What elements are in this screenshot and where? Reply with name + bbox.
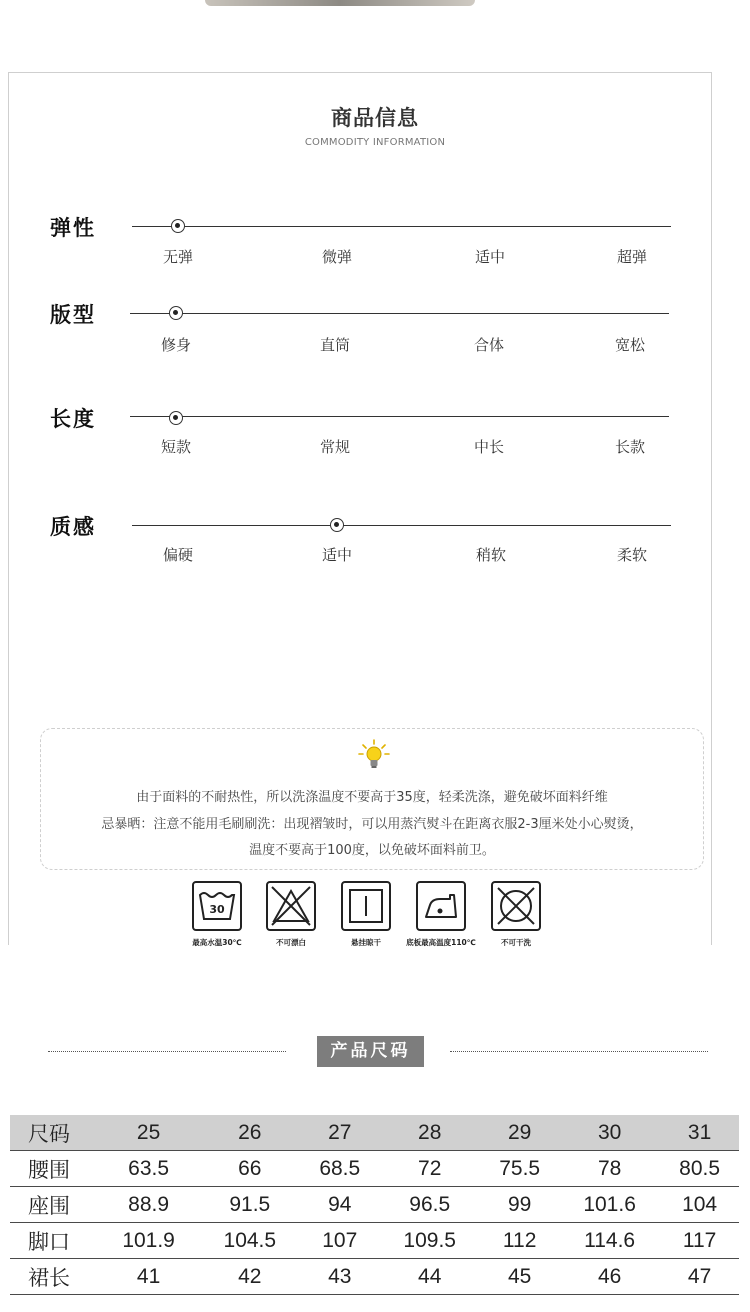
attribute-option: 偏硬 [162, 546, 193, 564]
table-cell: 29 [480, 1115, 559, 1151]
attribute-scale-line [130, 313, 669, 314]
attribute-option: 无弹 [162, 248, 193, 266]
attribute-option: 长款 [614, 438, 645, 456]
attribute-label: 长度 [50, 407, 96, 431]
table-cell: 112 [480, 1223, 559, 1259]
table-cell: 104.5 [199, 1223, 300, 1259]
table-cell: 94 [300, 1187, 379, 1223]
attribute-scale-line [132, 226, 671, 227]
table-cell: 66 [199, 1151, 300, 1187]
size-section-title: 产品尺码 [317, 1036, 424, 1067]
care-notice-line: 由于面料的不耐热性，所以洗涤温度不要高于35度，轻柔洗涤，避免破坏面料纤维 [136, 790, 608, 805]
table-cell: 28 [379, 1115, 480, 1151]
attribute-scale-line [130, 416, 669, 417]
wash-temp-label: 30 [209, 903, 225, 916]
care-item [401, 881, 481, 948]
table-cell: 脚口 [10, 1223, 98, 1259]
care-caption: 最高水温30℃ [192, 938, 242, 947]
table-row [10, 1259, 739, 1295]
table-cell: 80.5 [660, 1151, 739, 1187]
table-row [10, 1151, 739, 1187]
care-item [326, 881, 406, 948]
attribute-option: 宽松 [614, 336, 645, 354]
care-item [177, 881, 257, 948]
lightbulb-icon [357, 738, 391, 772]
table-cell: 座围 [10, 1187, 98, 1223]
attribute-option: 合体 [473, 336, 504, 354]
attribute-option: 中长 [473, 438, 504, 456]
attribute-option: 微弹 [321, 248, 352, 266]
wash-30-icon [192, 881, 242, 931]
attribute-option: 短款 [160, 438, 191, 456]
care-notice-line: 忌暴晒：注意不能用毛刷刷洗：出现褶皱时，可以用蒸汽熨斗在距离衣服2-3厘米处小心熨烫， [101, 817, 643, 832]
divider-left [48, 1051, 286, 1052]
table-row [10, 1187, 739, 1223]
attribute-option: 适中 [321, 546, 352, 564]
attribute-label: 弹性 [50, 216, 96, 240]
table-cell: 75.5 [480, 1151, 559, 1187]
table-cell: 109.5 [379, 1223, 480, 1259]
table-cell: 96.5 [379, 1187, 480, 1223]
care-item [476, 881, 556, 948]
attribute-option: 直筒 [319, 336, 350, 354]
table-cell: 47 [660, 1259, 739, 1295]
size-table-header-row [10, 1115, 739, 1151]
attribute-option: 常规 [319, 438, 350, 456]
attribute-option: 稍软 [475, 546, 506, 564]
table-cell: 117 [660, 1223, 739, 1259]
table-cell: 101.6 [559, 1187, 660, 1223]
table-cell: 99 [480, 1187, 559, 1223]
table-cell: 88.9 [98, 1187, 199, 1223]
table-cell: 裙长 [10, 1259, 98, 1295]
attribute-option: 适中 [474, 248, 505, 266]
divider-right [450, 1051, 708, 1052]
attribute-option: 超弹 [616, 248, 647, 266]
care-caption: 悬挂晾干 [351, 938, 381, 947]
attribute-option: 柔软 [616, 546, 647, 564]
care-notice-line: 温度不要高于100度，以免破坏面料前卫。 [249, 843, 495, 858]
table-cell: 42 [199, 1259, 300, 1295]
table-cell: 25 [98, 1115, 199, 1151]
table-cell: 72 [379, 1151, 480, 1187]
table-cell: 107 [300, 1223, 379, 1259]
no-bleach-icon [266, 881, 316, 931]
attribute-marker [169, 306, 183, 320]
hang-dry-icon [341, 881, 391, 931]
table-cell: 44 [379, 1259, 480, 1295]
table-cell: 45 [480, 1259, 559, 1295]
table-cell: 104 [660, 1187, 739, 1223]
attribute-marker [171, 219, 185, 233]
table-cell: 78 [559, 1151, 660, 1187]
care-caption: 底板最高温度110℃ [406, 938, 476, 947]
section-title: 商品信息 [331, 106, 419, 130]
table-cell: 27 [300, 1115, 379, 1151]
table-cell: 101.9 [98, 1223, 199, 1259]
table-cell: 63.5 [98, 1151, 199, 1187]
care-caption: 不可漂白 [276, 938, 306, 947]
care-caption: 不可干洗 [501, 938, 531, 947]
product-photo-strip [0, 0, 750, 8]
table-cell: 41 [98, 1259, 199, 1295]
table-cell: 46 [559, 1259, 660, 1295]
iron-110-icon [416, 881, 466, 931]
table-cell: 腰围 [10, 1151, 98, 1187]
table-cell: 114.6 [559, 1223, 660, 1259]
care-item [251, 881, 331, 948]
table-cell: 91.5 [199, 1187, 300, 1223]
section-subtitle: COMMODITY INFORMATION [304, 137, 446, 148]
attribute-marker [330, 518, 344, 532]
table-cell: 30 [559, 1115, 660, 1151]
table-cell: 43 [300, 1259, 379, 1295]
attribute-label: 质感 [50, 515, 96, 539]
attribute-label: 版型 [50, 303, 96, 327]
table-cell: 尺码 [10, 1115, 98, 1151]
no-dry-clean-icon [491, 881, 541, 931]
attribute-marker [169, 411, 183, 425]
size-table [10, 1115, 739, 1295]
attribute-option: 修身 [160, 336, 191, 354]
table-row [10, 1223, 739, 1259]
table-cell: 31 [660, 1115, 739, 1151]
table-cell: 68.5 [300, 1151, 379, 1187]
attribute-scale-line [132, 525, 671, 526]
table-cell: 26 [199, 1115, 300, 1151]
